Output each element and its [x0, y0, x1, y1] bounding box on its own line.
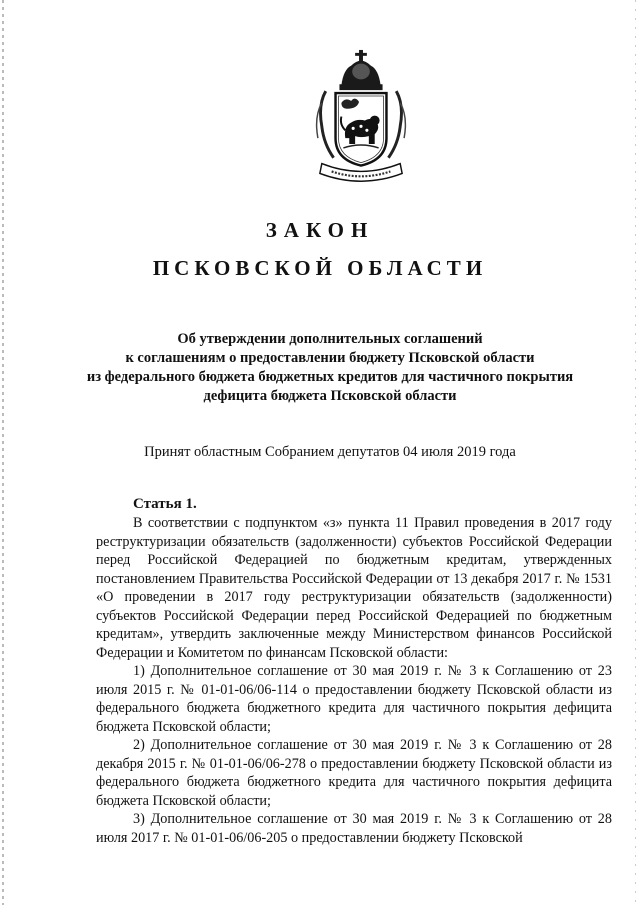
law-subject	[60, 330, 600, 406]
subject-line: из федерального бюджета бюджетных кредитов для частичного покрытия	[86, 369, 574, 385]
subject-line: Об утверждении дополнительных соглашений	[177, 331, 483, 347]
subject-line: к соглашениям о предоставлении бюджету Псковской области	[125, 350, 535, 366]
scan-edge-left	[2, 0, 4, 905]
adoption-statement: Принят областным Собранием депутатов 04 июля 2019 года	[144, 444, 516, 460]
scan-edge-right	[635, 0, 636, 905]
subject-line: дефицита бюджета Псковской области	[203, 388, 457, 404]
law-title: ЗАКОН	[265, 218, 375, 242]
article-body	[96, 514, 612, 847]
article-item: 2) Дополнительное соглашение от 30 мая 2019 г. № 3 к Соглашению от 28 декабря 2015 г. № 01-01-06/06-278 о предоставлении бюджету Псковской области из федерального бюджета бюджетного кредита для частичного покрытия дефицита бюджета Псковской области;	[96, 737, 612, 809]
region-title: ПСКОВСКОЙ ОБЛАСТИ	[152, 256, 488, 280]
article-heading: Статья 1.	[133, 496, 197, 512]
article-item: 3) Дополнительное соглашение от 30 мая 2019 г. № 3 к Соглашению от 28 июля 2017 г. № 01-01-06/06-205 о предоставлении бюджету Псковской	[96, 811, 612, 846]
article-item: 1) Дополнительное соглашение от 30 мая 2019 г. № 3 к Соглашению от 23 июля 2015 г. № 01-01-06/06-114 о предоставлении бюджету Псковской области из федерального бюджета бюджетного кредита для частичного покрытия дефицита бюджета Псковской области;	[96, 663, 612, 735]
article-intro-paragraph: В соответствии с подпунктом «з» пункта 11 Правил проведения в 2017 году реструктуризации обязательств (задолженности) субъектов Российской Федерации перед Российской Федерацией по бюджетным кредитам, утвержденных постановлением Правительства Российской Федерации от 13 декабря 2017 г. № 1531 «О проведении в 2017 году реструктуризации обязательств (задолженности) субъектов Российской Федерации перед Российской Федерацией по бюджетным кредитам», утвердить заключенные между Министерством финансов Российской Федерации и Комитетом по финансам Псковской области:	[96, 515, 612, 661]
pskov-coat-of-arms-icon	[312, 48, 410, 192]
